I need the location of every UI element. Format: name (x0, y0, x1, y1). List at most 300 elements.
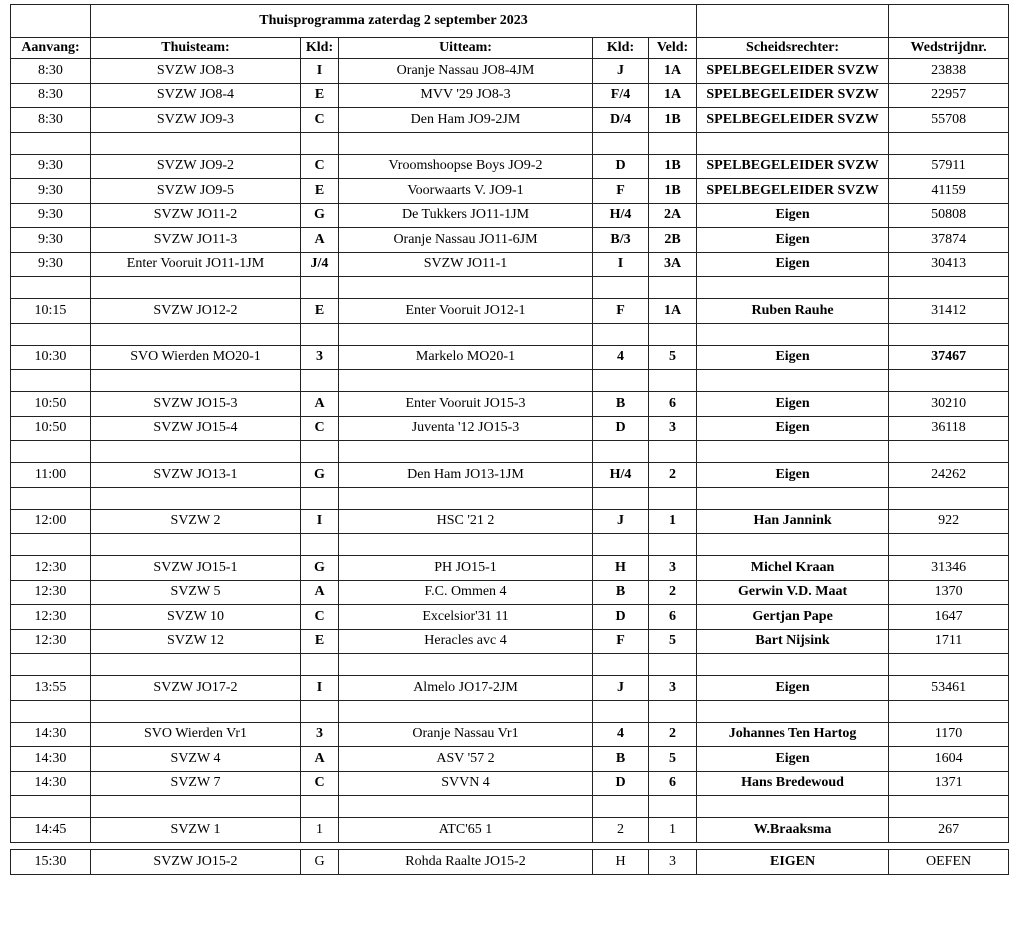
home-team-cell: SVZW JO17-2 (91, 676, 301, 701)
empty-cell (889, 654, 1009, 676)
home-kit-cell: E (301, 629, 339, 654)
home-kit-cell: J/4 (301, 252, 339, 277)
home-kit-cell: I (301, 59, 339, 84)
start-time-cell: 10:50 (11, 392, 91, 417)
referee-cell: Eigen (697, 463, 889, 488)
away-kit-cell: F (593, 179, 649, 204)
field-cell: 3 (649, 676, 697, 701)
start-time-cell: 8:30 (11, 83, 91, 108)
col-header-field: Veld: (649, 38, 697, 59)
start-time-cell: 13:55 (11, 676, 91, 701)
match-number-cell: 37874 (889, 228, 1009, 253)
empty-cell (889, 441, 1009, 463)
home-team-cell: SVZW JO8-4 (91, 83, 301, 108)
match-number-cell: 922 (889, 509, 1009, 534)
referee-cell: SPELBEGELEIDER SVZW (697, 83, 889, 108)
field-cell: 2 (649, 580, 697, 605)
away-team-cell: Heracles avc 4 (339, 629, 593, 654)
match-row (11, 203, 1009, 228)
empty-cell (649, 323, 697, 345)
match-number-cell: OEFEN (889, 849, 1009, 874)
home-kit-cell: C (301, 154, 339, 179)
match-row (11, 580, 1009, 605)
match-number-cell: 36118 (889, 416, 1009, 441)
field-cell: 1 (649, 509, 697, 534)
home-team-cell: SVZW JO8-3 (91, 59, 301, 84)
referee-cell: Eigen (697, 747, 889, 772)
match-number-cell: 23838 (889, 59, 1009, 84)
home-kit-cell: A (301, 228, 339, 253)
empty-cell (11, 370, 91, 392)
start-time-cell: 8:30 (11, 108, 91, 133)
away-kit-cell: J (593, 59, 649, 84)
match-row (11, 228, 1009, 253)
away-kit-cell: D (593, 416, 649, 441)
empty-cell (889, 487, 1009, 509)
field-cell: 2 (649, 463, 697, 488)
match-number-cell: 31412 (889, 299, 1009, 324)
match-row (11, 154, 1009, 179)
empty-cell (91, 796, 301, 818)
match-number-cell: 1371 (889, 771, 1009, 796)
col-header-away-kit: Kld: (593, 38, 649, 59)
empty-cell (889, 323, 1009, 345)
away-team-cell: De Tukkers JO11-1JM (339, 203, 593, 228)
program-title: Thuisprogramma zaterdag 2 september 2023 (91, 5, 697, 38)
home-kit-cell: 3 (301, 722, 339, 747)
away-kit-cell: H/4 (593, 203, 649, 228)
match-number-cell: 30210 (889, 392, 1009, 417)
field-cell: 3 (649, 556, 697, 581)
col-header-home-kit: Kld: (301, 38, 339, 59)
match-number-cell: 50808 (889, 203, 1009, 228)
field-cell: 5 (649, 345, 697, 370)
referee-cell: SPELBEGELEIDER SVZW (697, 59, 889, 84)
empty-cell (301, 441, 339, 463)
field-cell: 2B (649, 228, 697, 253)
empty-cell (593, 534, 649, 556)
start-time-cell: 10:50 (11, 416, 91, 441)
empty-cell (697, 323, 889, 345)
home-team-cell: SVZW 5 (91, 580, 301, 605)
match-number-cell: 1170 (889, 722, 1009, 747)
field-cell: 1 (649, 818, 697, 843)
empty-cell (339, 796, 593, 818)
away-team-cell: Excelsior'31 11 (339, 605, 593, 630)
start-time-cell: 12:30 (11, 580, 91, 605)
start-time-cell: 12:30 (11, 629, 91, 654)
empty-cell (593, 277, 649, 299)
spacer-row (11, 441, 1009, 463)
referee-cell: Bart Nijsink (697, 629, 889, 654)
match-row (11, 771, 1009, 796)
empty-cell (11, 487, 91, 509)
spacer-row (11, 277, 1009, 299)
empty-cell (11, 796, 91, 818)
match-row (11, 747, 1009, 772)
spacer-row (11, 534, 1009, 556)
empty-cell (301, 700, 339, 722)
home-kit-cell: I (301, 509, 339, 534)
empty-cell (91, 370, 301, 392)
empty-cell (301, 132, 339, 154)
match-number-cell: 1370 (889, 580, 1009, 605)
empty-cell (301, 534, 339, 556)
field-cell: 5 (649, 629, 697, 654)
empty-cell (593, 654, 649, 676)
match-row (11, 416, 1009, 441)
away-kit-cell: J (593, 509, 649, 534)
match-row (11, 252, 1009, 277)
referee-cell: Michel Kraan (697, 556, 889, 581)
field-cell: 6 (649, 605, 697, 630)
away-team-cell: ASV '57 2 (339, 747, 593, 772)
empty-cell (339, 654, 593, 676)
match-row (11, 392, 1009, 417)
field-cell: 2 (649, 722, 697, 747)
home-kit-cell: C (301, 108, 339, 133)
empty-cell (301, 796, 339, 818)
empty-cell (889, 132, 1009, 154)
empty-cell (697, 277, 889, 299)
spacer-row (11, 487, 1009, 509)
empty-cell (697, 132, 889, 154)
empty-cell (11, 277, 91, 299)
empty-cell (339, 534, 593, 556)
empty-cell (91, 441, 301, 463)
away-team-cell: F.C. Ommen 4 (339, 580, 593, 605)
empty-cell (593, 796, 649, 818)
start-time-cell: 8:30 (11, 59, 91, 84)
empty-cell (339, 370, 593, 392)
home-kit-cell: C (301, 605, 339, 630)
empty-cell (339, 487, 593, 509)
away-team-cell: Oranje Nassau JO11-6JM (339, 228, 593, 253)
referee-cell: Johannes Ten Hartog (697, 722, 889, 747)
home-kit-cell: I (301, 676, 339, 701)
start-time-cell: 10:15 (11, 299, 91, 324)
empty-cell (649, 370, 697, 392)
empty-cell (11, 700, 91, 722)
field-cell: 3 (649, 416, 697, 441)
spacer-row (11, 700, 1009, 722)
match-number-cell: 22957 (889, 83, 1009, 108)
away-team-cell: Oranje Nassau JO8-4JM (339, 59, 593, 84)
home-program-table (10, 4, 1009, 875)
home-kit-cell: C (301, 416, 339, 441)
away-kit-cell: B (593, 392, 649, 417)
empty-cell (649, 277, 697, 299)
start-time-cell: 11:00 (11, 463, 91, 488)
away-kit-cell: 4 (593, 722, 649, 747)
home-team-cell: Enter Vooruit JO11-1JM (91, 252, 301, 277)
match-row (11, 463, 1009, 488)
home-team-cell: SVZW JO13-1 (91, 463, 301, 488)
empty-cell (301, 654, 339, 676)
empty-cell (301, 370, 339, 392)
empty-cell (889, 277, 1009, 299)
away-team-cell: SVZW JO11-1 (339, 252, 593, 277)
home-kit-cell: E (301, 83, 339, 108)
home-team-cell: SVZW JO15-1 (91, 556, 301, 581)
start-time-cell: 14:30 (11, 771, 91, 796)
empty-cell (339, 700, 593, 722)
empty-cell (91, 654, 301, 676)
home-team-cell: SVZW 10 (91, 605, 301, 630)
field-cell: 3A (649, 252, 697, 277)
empty-cell (889, 796, 1009, 818)
match-row (11, 509, 1009, 534)
empty-cell (593, 441, 649, 463)
away-team-cell: MVV '29 JO8-3 (339, 83, 593, 108)
spacer-row (11, 370, 1009, 392)
empty-cell (301, 323, 339, 345)
empty-cell (301, 277, 339, 299)
col-header-start-time: Aanvang: (11, 38, 91, 59)
home-kit-cell: C (301, 771, 339, 796)
home-kit-cell: A (301, 392, 339, 417)
home-team-cell: SVZW 4 (91, 747, 301, 772)
home-team-cell: SVZW JO9-5 (91, 179, 301, 204)
referee-cell: EIGEN (697, 849, 889, 874)
home-team-cell: SVZW JO9-2 (91, 154, 301, 179)
title-row (11, 5, 1009, 38)
empty-cell (649, 654, 697, 676)
home-kit-cell: 1 (301, 818, 339, 843)
field-cell: 6 (649, 771, 697, 796)
away-kit-cell: H (593, 556, 649, 581)
empty-cell (889, 700, 1009, 722)
referee-cell: Eigen (697, 203, 889, 228)
home-kit-cell: E (301, 179, 339, 204)
start-time-cell: 12:30 (11, 556, 91, 581)
empty-cell (91, 700, 301, 722)
away-kit-cell: J (593, 676, 649, 701)
start-time-cell: 15:30 (11, 849, 91, 874)
match-row (11, 59, 1009, 84)
away-team-cell: Vroomshoopse Boys JO9-2 (339, 154, 593, 179)
home-kit-cell: E (301, 299, 339, 324)
home-team-cell: SVZW 1 (91, 818, 301, 843)
gap-cell (11, 842, 1009, 849)
away-kit-cell: F (593, 299, 649, 324)
home-team-cell: SVZW JO11-3 (91, 228, 301, 253)
start-time-cell: 14:30 (11, 747, 91, 772)
away-kit-cell: B (593, 580, 649, 605)
empty-cell (11, 132, 91, 154)
away-kit-cell: H (593, 849, 649, 874)
home-team-cell: SVO Wierden Vr1 (91, 722, 301, 747)
match-number-cell: 1647 (889, 605, 1009, 630)
away-team-cell: Enter Vooruit JO12-1 (339, 299, 593, 324)
empty-cell (91, 132, 301, 154)
match-row (11, 83, 1009, 108)
field-cell: 1B (649, 108, 697, 133)
match-number-cell: 267 (889, 818, 1009, 843)
home-kit-cell: A (301, 747, 339, 772)
away-kit-cell: B/3 (593, 228, 649, 253)
spacer-row (11, 654, 1009, 676)
start-time-cell: 14:30 (11, 722, 91, 747)
away-kit-cell: H/4 (593, 463, 649, 488)
away-kit-cell: 4 (593, 345, 649, 370)
away-kit-cell: 2 (593, 818, 649, 843)
referee-cell: SPELBEGELEIDER SVZW (697, 179, 889, 204)
home-team-cell: SVZW JO11-2 (91, 203, 301, 228)
start-time-cell: 9:30 (11, 179, 91, 204)
empty-cell (91, 487, 301, 509)
match-row (11, 605, 1009, 630)
empty-cell (11, 534, 91, 556)
empty-cell (649, 796, 697, 818)
field-cell: 5 (649, 747, 697, 772)
match-number-cell: 30413 (889, 252, 1009, 277)
home-team-cell: SVZW JO9-3 (91, 108, 301, 133)
col-header-match-number: Wedstrijdnr. (889, 38, 1009, 59)
empty-cell (91, 323, 301, 345)
home-kit-cell: G (301, 849, 339, 874)
col-header-away-team: Uitteam: (339, 38, 593, 59)
referee-cell: SPELBEGELEIDER SVZW (697, 108, 889, 133)
col-header-home-team: Thuisteam: (91, 38, 301, 59)
referee-cell: Gerwin V.D. Maat (697, 580, 889, 605)
empty-cell (697, 796, 889, 818)
field-cell: 1A (649, 299, 697, 324)
match-number-cell: 41159 (889, 179, 1009, 204)
match-row (11, 629, 1009, 654)
field-cell: 6 (649, 392, 697, 417)
away-team-cell: Oranje Nassau Vr1 (339, 722, 593, 747)
away-team-cell: Markelo MO20-1 (339, 345, 593, 370)
away-kit-cell: D/4 (593, 108, 649, 133)
start-time-cell: 9:30 (11, 203, 91, 228)
field-cell: 1A (649, 59, 697, 84)
empty-cell (697, 534, 889, 556)
home-team-cell: SVZW 2 (91, 509, 301, 534)
empty-cell (697, 487, 889, 509)
field-cell: 1A (649, 83, 697, 108)
start-time-cell: 12:00 (11, 509, 91, 534)
away-team-cell: PH JO15-1 (339, 556, 593, 581)
home-team-cell: SVZW 12 (91, 629, 301, 654)
home-team-cell: SVO Wierden MO20-1 (91, 345, 301, 370)
empty-cell (697, 441, 889, 463)
referee-cell: Eigen (697, 416, 889, 441)
empty-cell (889, 534, 1009, 556)
away-kit-cell: F/4 (593, 83, 649, 108)
start-time-cell: 9:30 (11, 154, 91, 179)
away-team-cell: Almelo JO17-2JM (339, 676, 593, 701)
empty-cell (593, 700, 649, 722)
field-cell: 2A (649, 203, 697, 228)
empty-cell (649, 534, 697, 556)
empty-cell (91, 534, 301, 556)
match-number-cell: 31346 (889, 556, 1009, 581)
away-kit-cell: I (593, 252, 649, 277)
match-row (11, 722, 1009, 747)
spacer-row (11, 796, 1009, 818)
col-header-referee: Scheidsrechter: (697, 38, 889, 59)
away-kit-cell: F (593, 629, 649, 654)
empty-cell (649, 441, 697, 463)
referee-cell: W.Braaksma (697, 818, 889, 843)
away-team-cell: Rohda Raalte JO15-2 (339, 849, 593, 874)
away-team-cell: Juventa '12 JO15-3 (339, 416, 593, 441)
empty-cell (339, 323, 593, 345)
match-number-cell: 57911 (889, 154, 1009, 179)
empty-cell (649, 700, 697, 722)
start-time-cell: 14:45 (11, 818, 91, 843)
referee-cell: Eigen (697, 392, 889, 417)
empty-cell (339, 132, 593, 154)
empty-cell (649, 487, 697, 509)
home-team-cell: SVZW JO15-4 (91, 416, 301, 441)
empty-cell (11, 654, 91, 676)
empty-cell (593, 323, 649, 345)
match-number-cell: 53461 (889, 676, 1009, 701)
referee-cell: Eigen (697, 252, 889, 277)
away-team-cell: Den Ham JO9-2JM (339, 108, 593, 133)
field-cell: 1B (649, 179, 697, 204)
home-team-cell: SVZW 7 (91, 771, 301, 796)
empty-cell (593, 370, 649, 392)
home-kit-cell: A (301, 580, 339, 605)
home-team-cell: SVZW JO12-2 (91, 299, 301, 324)
home-team-cell: SVZW JO15-3 (91, 392, 301, 417)
gap-row (11, 842, 1009, 849)
start-time-cell: 10:30 (11, 345, 91, 370)
away-team-cell: Voorwaarts V. JO9-1 (339, 179, 593, 204)
home-kit-cell: G (301, 203, 339, 228)
empty-cell (593, 487, 649, 509)
match-number-cell: 24262 (889, 463, 1009, 488)
away-kit-cell: B (593, 747, 649, 772)
away-team-cell: SVVN 4 (339, 771, 593, 796)
away-team-cell: Enter Vooruit JO15-3 (339, 392, 593, 417)
empty-cell (649, 132, 697, 154)
away-team-cell: ATC'65 1 (339, 818, 593, 843)
match-number-cell: 37467 (889, 345, 1009, 370)
spacer-row (11, 323, 1009, 345)
field-cell: 3 (649, 849, 697, 874)
header-row (11, 38, 1009, 59)
start-time-cell: 12:30 (11, 605, 91, 630)
empty-cell (91, 277, 301, 299)
referee-cell: Hans Bredewoud (697, 771, 889, 796)
referee-cell: Han Jannink (697, 509, 889, 534)
match-number-cell: 1711 (889, 629, 1009, 654)
match-row (11, 849, 1009, 874)
away-kit-cell: D (593, 605, 649, 630)
field-cell: 1B (649, 154, 697, 179)
home-kit-cell: 3 (301, 345, 339, 370)
empty-cell (339, 441, 593, 463)
spacer-row (11, 132, 1009, 154)
empty-cell (11, 441, 91, 463)
empty-cell (301, 487, 339, 509)
empty-cell (339, 277, 593, 299)
empty-cell (593, 132, 649, 154)
home-kit-cell: G (301, 556, 339, 581)
away-kit-cell: D (593, 771, 649, 796)
empty-cell (889, 370, 1009, 392)
empty-cell (697, 370, 889, 392)
match-row (11, 818, 1009, 843)
home-team-cell: SVZW JO15-2 (91, 849, 301, 874)
empty-cell (697, 700, 889, 722)
home-kit-cell: G (301, 463, 339, 488)
match-row (11, 179, 1009, 204)
